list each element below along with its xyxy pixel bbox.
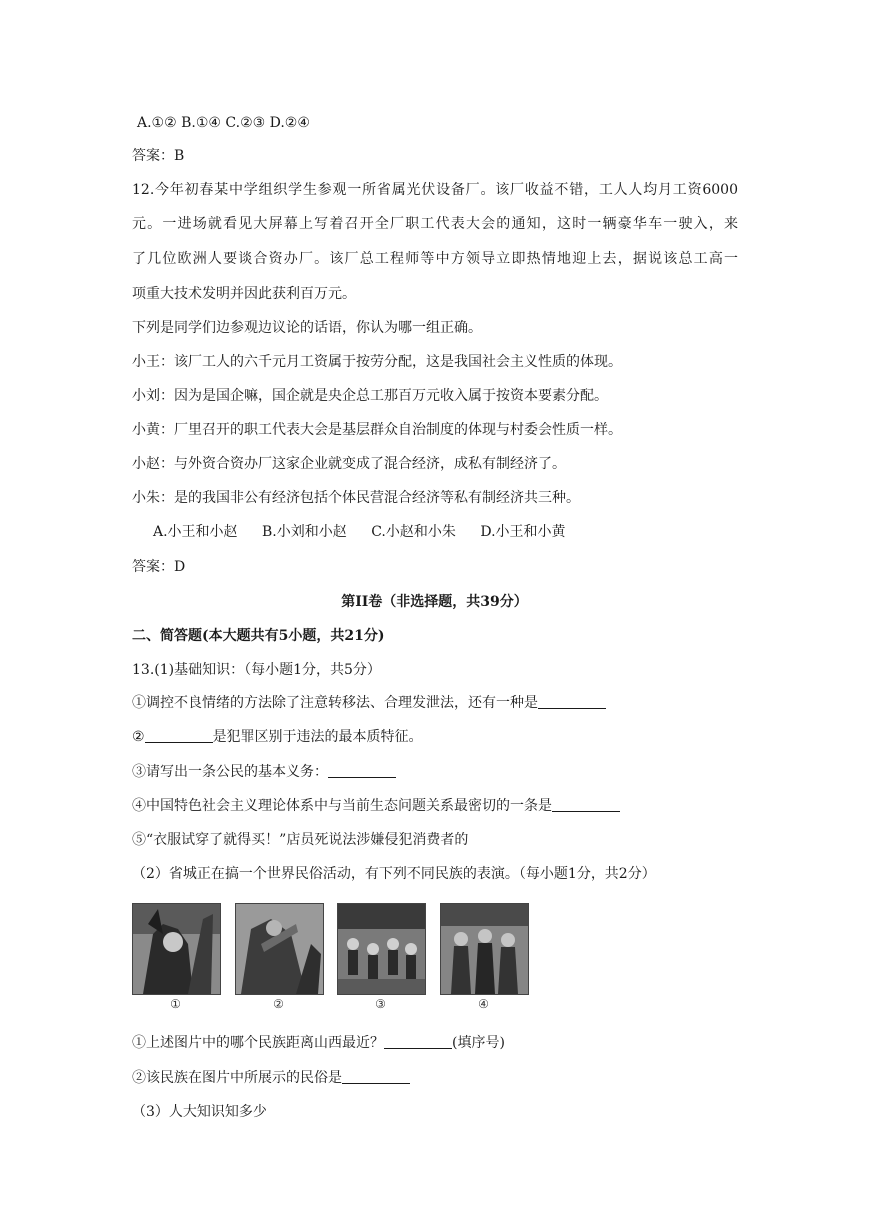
q13-item-5: ⑤“衣服试穿了就得买！”店员死说法涉嫌侵犯消费者的 (132, 832, 469, 848)
q13-part1-heading: 13.(1)基础知识：（每小题1分，共5分） (132, 662, 381, 678)
q12-option-d: D.小王和小黄 (480, 524, 566, 540)
photo-label-2: ② (273, 997, 284, 1011)
q12-option-a: A.小王和小赵 (153, 524, 238, 540)
answer-blank[interactable] (145, 728, 213, 743)
photo-label-1: ① (170, 997, 181, 1011)
folk-performance-photos (130, 903, 550, 1015)
q12-prompt: 下列是同学们边参观边议论的话语，你认为哪一组正确。 (132, 320, 482, 336)
answer-blank[interactable] (384, 1034, 452, 1049)
photo-3 (337, 903, 426, 995)
q13-part2-heading: （2）省城正在搞一个世界民俗活动，有下列不同民族的表演。（每小题1分，共2分） (132, 866, 656, 882)
q12-stem-line-3: 了几位欧洲人要谈合资办厂。该厂总工程师等中方领导立即热情地迎上去，据说该总工高一 (132, 251, 738, 267)
photo-4 (440, 903, 529, 995)
q13-item-3: ③请写出一条公民的基本义务： (132, 762, 396, 782)
part2-title: 第II卷（非选择题，共39分） (341, 594, 528, 610)
q12-remark-liu: 小刘：因为是国企嘛，国企就是央企总工那百万元收入属于按资本要素分配。 (132, 388, 608, 404)
q13-item-4: ④中国特色社会主义理论体系中与当前生态问题关系最密切的一条是 (132, 796, 620, 816)
q12-options (153, 522, 566, 542)
photo-label-3: ③ (375, 997, 386, 1011)
answer-blank[interactable] (328, 763, 396, 778)
answer-blank[interactable] (538, 694, 606, 709)
q13-part2-question-b: ②该民族在图片中所展示的民俗是 (132, 1068, 410, 1088)
photo-1 (132, 903, 221, 995)
q13-part3-heading: （3）人大知识知多少 (132, 1104, 267, 1120)
q12-stem-line-2: 元。一进场就看见大屏幕上写着召开全厂职工代表大会的通知，这时一辆豪华车一驶入，来 (132, 216, 738, 232)
photo-label-4: ④ (478, 997, 489, 1011)
q12-answer: 答案：D (132, 559, 186, 575)
q12-option-b: B.小刘和小赵 (262, 524, 347, 540)
q13-item-1: ①调控不良情绪的方法除了注意转移法、合理发泄法，还有一种是 (132, 693, 606, 713)
q11-options: A.①② B.①④ C.②③ D.②④ (137, 115, 310, 131)
q13-item-2: ② 是犯罪区别于违法的最本质特征。 (132, 729, 423, 745)
q12-remark-zhu: 小朱：是的我国非公有经济包括个体民营混合经济等私有制经济共三种。 (132, 490, 580, 506)
q11-answer: 答案：B (132, 148, 185, 164)
q12-remark-huang: 小黄：厂里召开的职工代表大会是基层群众自治制度的体现与村委会性质一样。 (132, 422, 622, 438)
answer-blank[interactable] (342, 1069, 410, 1084)
q12-remark-wang: 小王：该厂工人的六千元月工资属于按劳分配，这是我国社会主义性质的体现。 (132, 354, 622, 370)
q12-remark-zhao: 小赵：与外资合资办厂这家企业就变成了混合经济，成私有制经济了。 (132, 456, 566, 472)
section-title: 二、简答题(本大题共有5小题，共21分) (132, 628, 385, 644)
q12-stem-line-4: 项重大技术发明并因此获利百万元。 (132, 286, 356, 302)
answer-blank[interactable] (552, 797, 620, 812)
q12-option-c: C.小赵和小朱 (371, 524, 456, 540)
photo-2 (235, 903, 324, 995)
q12-stem-line-1: 12.今年初春某中学组织学生参观一所省属光伏设备厂。该厂收益不错，工人人均月工资6000 (132, 182, 738, 198)
q13-part2-question-a: ①上述图片中的哪个民族距离山西最近？ (填序号) (132, 1035, 505, 1051)
